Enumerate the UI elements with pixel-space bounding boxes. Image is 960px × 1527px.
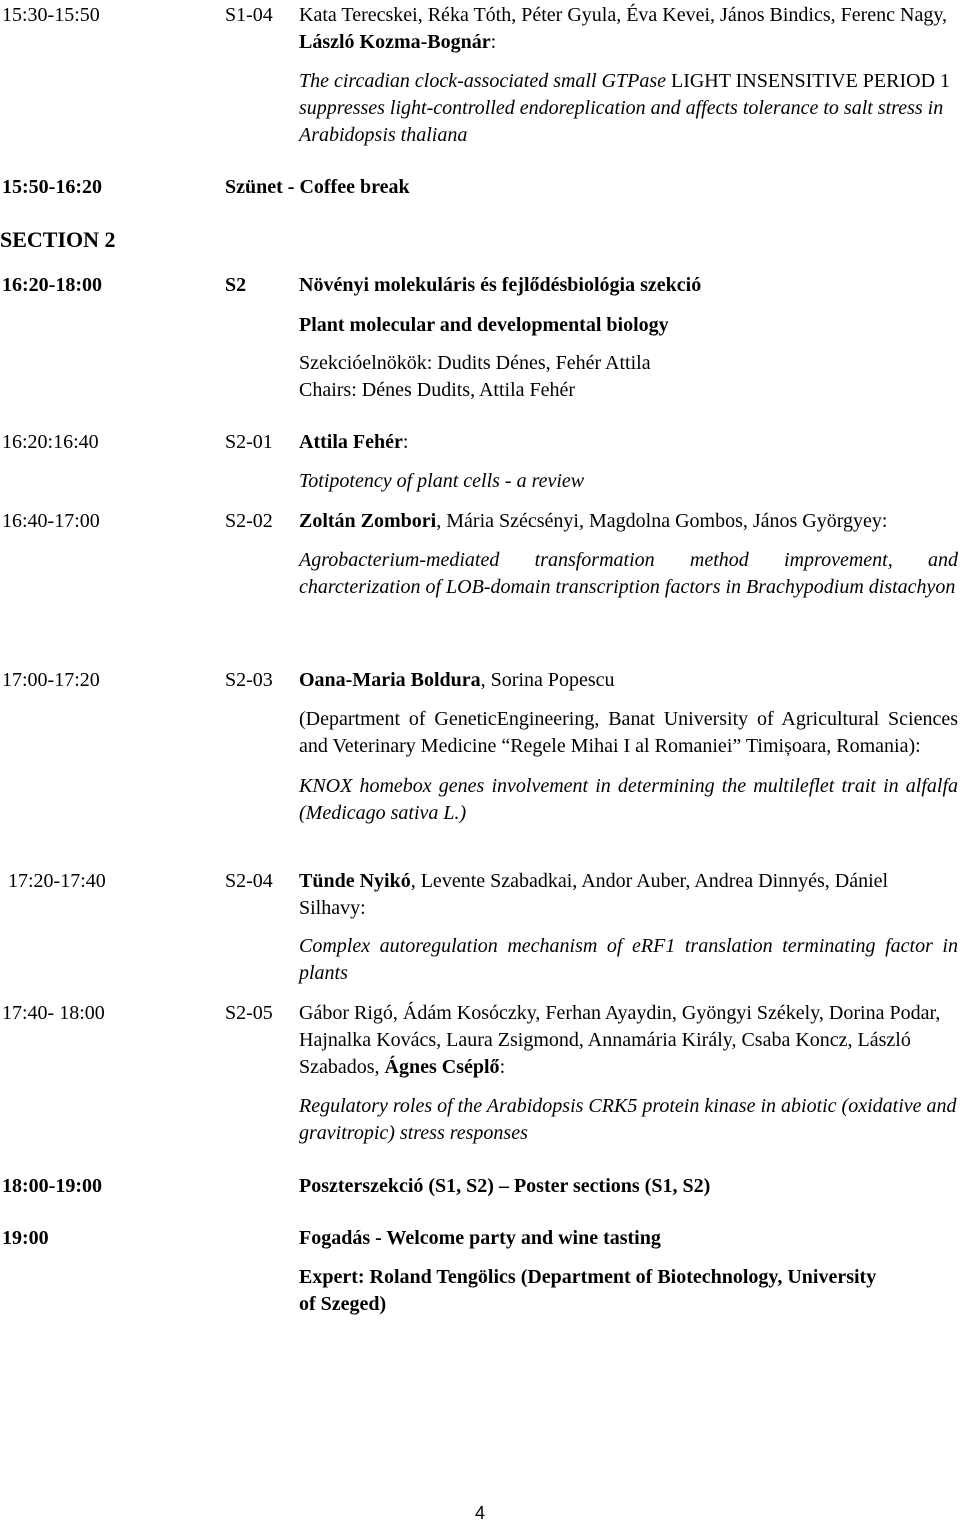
talk-title: Totipotency of plant cells - a review — [299, 470, 585, 492]
reception-expert: Expert: Roland Tengölics (Department of Biotechnology, University of Szeged) — [299, 1266, 877, 1315]
talk-code: S2-03 — [225, 669, 273, 691]
talk-code: S2-02 — [225, 510, 273, 532]
talk-content — [299, 429, 958, 495]
presenting-author: Tünde Nyikó — [299, 870, 411, 892]
session-title-en: Plant molecular and developmental biology — [299, 314, 669, 336]
talk-title: Regulatory roles of the Arabidopsis CRK5 protein kinase in abiotic (oxidative and gravitropic) stress responses — [299, 1095, 957, 1144]
talk-time: 17:40- 18:00 — [2, 1002, 105, 1024]
reception-label: Fogadás - Welcome party and wine tasting — [299, 1227, 661, 1249]
authors: Kata Terecskei, Réka Tóth, Péter Gyula, Éva Kevei, János Bindics, Ferenc Nagy, — [299, 4, 948, 26]
page-number: 4 — [474, 1503, 485, 1523]
talk-code: S1-04 — [225, 4, 273, 26]
break-label: Szünet - Coffee break — [225, 176, 410, 198]
section-heading: SECTION 2 — [0, 227, 116, 252]
talk-authors — [299, 429, 958, 456]
presenting-author: Ágnes Cséplő — [384, 1056, 500, 1078]
talk-content — [299, 667, 958, 827]
title-part-1: The circadian clock-associated small GTPase — [299, 70, 671, 92]
authors: , Sorina Popescu — [480, 669, 615, 691]
reception-content — [299, 1225, 958, 1318]
session-chairs-en: Chairs: Dénes Dudits, Attila Fehér — [299, 379, 576, 401]
talk-code: S2-05 — [225, 1002, 273, 1024]
talk-code: S2-01 — [225, 431, 273, 453]
talk-title: Complex autoregulation mechanism of eRF1 translation terminating factor in plants — [299, 935, 958, 984]
talk-authors — [299, 868, 958, 922]
talk-authors — [299, 508, 958, 535]
talk-title: Agrobacterium-mediated transformation method improvement, and charcterization of LOB-domain transcription factors in Brachypodium distachyon — [299, 549, 958, 598]
session-chairs-hu: Szekcióelnökök: Dudits Dénes, Fehér Attila — [299, 352, 651, 374]
presenting-author: László Kozma-Bognár — [299, 31, 491, 53]
talk-time: 15:30-15:50 — [2, 4, 100, 26]
talk-time: 17:20-17:40 — [8, 870, 106, 892]
presenting-author: Attila Fehér — [299, 431, 403, 453]
break-time: 15:50-16:20 — [2, 176, 102, 198]
talk-title — [299, 68, 958, 149]
title-part-3: suppresses light-controlled endoreplication and affects tolerance to salt stress in Arabidopsis thaliana — [299, 97, 944, 146]
authors: , Levente Szabadkai, Andor Auber, Andrea Dinnyés, Dániel Silhavy: — [299, 870, 889, 919]
presenting-author: Zoltán Zombori — [299, 510, 437, 532]
talk-code: S2-04 — [225, 870, 273, 892]
title-part-2: LIGHT INSENSITIVE PERIOD 1 — [670, 70, 951, 92]
poster-label: Poszterszekció (S1, S2) – Poster sections (S1, S2) — [299, 1175, 711, 1197]
talk-authors — [299, 667, 958, 694]
talk-title: KNOX homebox genes involvement in determining the multileflet trait in alfalfa (Medicago sativa L.) — [299, 775, 958, 824]
talk-time: 16:40-17:00 — [2, 510, 100, 532]
poster-time: 18:00-19:00 — [2, 1175, 102, 1197]
talk-authors — [299, 2, 958, 56]
talk-time: 17:00-17:20 — [2, 669, 100, 691]
authors-colon: : — [499, 1056, 506, 1078]
reception-time: 19:00 — [2, 1227, 49, 1249]
session-content — [299, 272, 958, 404]
talk-time: 16:20:16:40 — [2, 431, 99, 453]
authors: Gábor Rigó, Ádám Kosóczky, Ferhan Ayaydin, Gyöngyi Székely, Dorina Podar, Hajnalka Kovács, Laura Zsigmond, Annamária Király, Csaba Koncz, László Szabados, — [299, 1002, 941, 1078]
talk-content — [299, 868, 958, 987]
authors-colon: : — [402, 431, 409, 453]
authors: , Mária Szécsényi, Magdolna Gombos, János Györgyey: — [436, 510, 888, 532]
session-time: 16:20-18:00 — [2, 274, 102, 296]
session-title-hu: Növényi molekuláris és fejlődésbiológia szekció — [299, 274, 702, 296]
talk-content — [299, 1000, 958, 1147]
talk-authors — [299, 1000, 958, 1081]
talk-affiliation: (Department of GeneticEngineering, Banat University of Agricultural Sciences and Veterinary Medicine “Regele Mihai I al Romaniei” Timișoara, Romania): — [299, 708, 958, 757]
session-code: S2 — [225, 274, 247, 296]
presenting-author: Oana-Maria Boldura — [299, 669, 481, 691]
talk-content — [299, 2, 958, 149]
authors-colon: : — [490, 31, 497, 53]
talk-content — [299, 508, 958, 601]
